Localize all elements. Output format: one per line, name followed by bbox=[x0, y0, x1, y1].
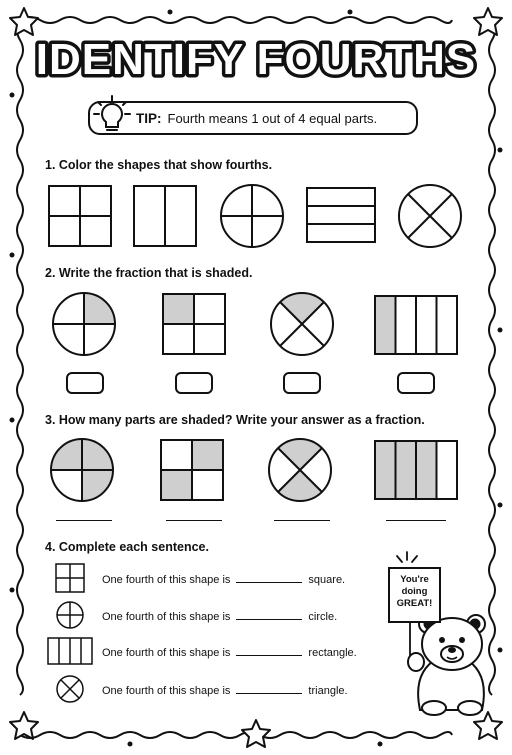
answer-box-2[interactable] bbox=[175, 372, 213, 394]
tip-box bbox=[88, 101, 418, 135]
circle-shaded-3 bbox=[50, 438, 114, 502]
circle-shaded-1 bbox=[52, 292, 116, 356]
question-2: 2. Write the fraction that is shaded. bbox=[45, 266, 253, 280]
sentence-3-blank[interactable] bbox=[236, 645, 302, 656]
small-circle-fourths bbox=[56, 601, 84, 629]
answer-box-4[interactable] bbox=[397, 372, 435, 394]
circle-x-shaded-1 bbox=[270, 292, 334, 356]
square-shaded-2 bbox=[160, 439, 224, 501]
square-shaded-1 bbox=[162, 293, 226, 355]
svg-text:IDENTIFY FOURTHS: IDENTIFY FOURTHS bbox=[35, 35, 477, 84]
answer-line-1[interactable] bbox=[56, 520, 112, 521]
square-halves[interactable] bbox=[133, 185, 197, 247]
page-title bbox=[0, 22, 512, 92]
sentence-2-blank[interactable] bbox=[236, 609, 302, 620]
sentence-4-blank[interactable] bbox=[236, 683, 302, 694]
answer-line-4[interactable] bbox=[386, 520, 446, 521]
sentence-3: One fourth of this shape is rectangle. bbox=[102, 647, 357, 659]
small-rectangle-fourths bbox=[47, 637, 93, 665]
circle-fourths[interactable] bbox=[220, 184, 284, 248]
small-square-fourths bbox=[55, 563, 85, 593]
answer-box-1[interactable] bbox=[66, 372, 104, 394]
rectangle-thirds[interactable] bbox=[306, 187, 376, 243]
square-fourths[interactable] bbox=[48, 185, 112, 247]
tip-text: Fourth means 1 out of 4 equal parts. bbox=[167, 110, 378, 126]
sentence-4: One fourth of this shape is triangle. bbox=[102, 685, 348, 697]
circle-x-shaded-2 bbox=[268, 438, 332, 502]
sentence-1: One fourth of this shape is square. bbox=[102, 574, 346, 586]
question-4: 4. Complete each sentence. bbox=[45, 540, 209, 554]
rectangle-strips-shaded-1 bbox=[374, 295, 458, 355]
encouragement-sign: You're doing GREAT! bbox=[388, 567, 441, 623]
sentence-1-blank[interactable] bbox=[236, 572, 302, 583]
sentence-2: One fourth of this shape is circle. bbox=[102, 611, 338, 623]
circle-x-fourths[interactable] bbox=[398, 184, 462, 248]
star-icon bbox=[10, 712, 38, 739]
star-icon bbox=[242, 720, 270, 747]
tip-label: TIP: bbox=[136, 110, 162, 126]
small-circle-x-fourths bbox=[56, 675, 84, 703]
answer-line-2[interactable] bbox=[166, 520, 222, 521]
answer-line-3[interactable] bbox=[274, 520, 330, 521]
question-3: 3. How many parts are shaded? Write your answer as a fraction. bbox=[45, 413, 425, 427]
answer-box-3[interactable] bbox=[283, 372, 321, 394]
question-1: 1. Color the shapes that show fourths. bbox=[45, 158, 273, 172]
rectangle-strips-shaded-3 bbox=[374, 440, 458, 500]
